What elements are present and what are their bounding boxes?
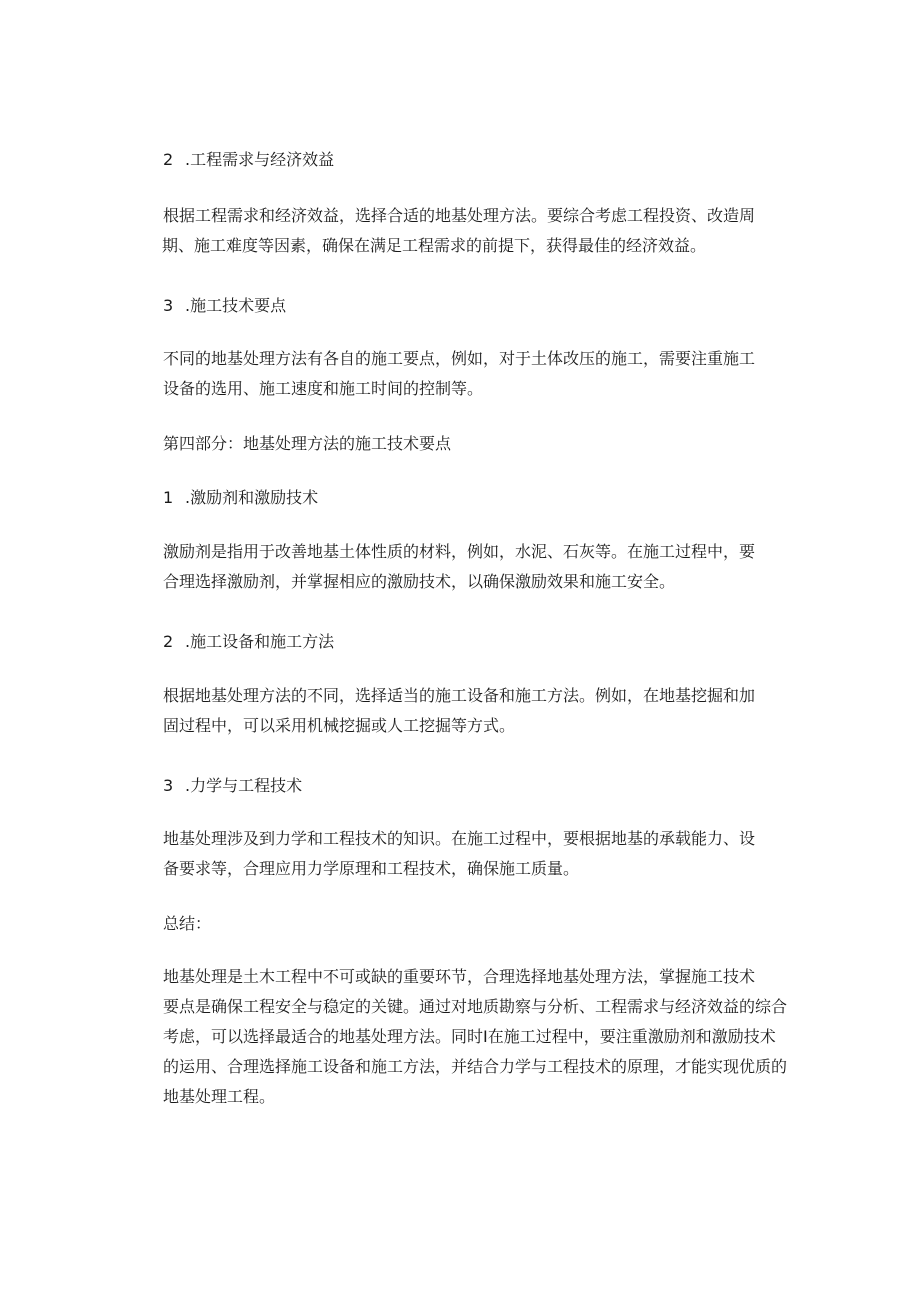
heading-text: .激励剂和激励技术 (185, 488, 319, 507)
heading-text: .施工设备和施工方法 (185, 632, 335, 651)
paragraph-line: 备要求等，合理应用力学原理和工程技术，确保施工质量。 (163, 859, 580, 878)
heading-number: 3 (163, 776, 174, 795)
paragraph-techniques (163, 344, 793, 404)
paragraph-line: 要点是确保工程安全与稳定的关键。通过对地质勘察与分析、工程需求与经济效益的综合 (163, 997, 788, 1016)
paragraph-line: 地基处理工程。 (163, 1087, 276, 1106)
paragraph-line: 根据地基处理方法的不同，选择适当的施工设备和施工方法。例如，在地基挖掘和加 (163, 686, 756, 705)
paragraph-summary (163, 962, 793, 1112)
paragraph-line: 合理选择激励剂，并掌握相应的激励技术，以确保激励效果和施工安全。 (163, 572, 676, 591)
paragraph-economic (163, 201, 793, 261)
section-heading-3-mechanics (163, 775, 302, 797)
heading-number: 1 (163, 488, 174, 507)
section-heading-1-activator (163, 487, 318, 509)
part-heading (163, 433, 451, 455)
paragraph-line: 期、施工难度等因素，确保在满足工程需求的前提下，获得最佳的经济效益。 (162, 236, 707, 255)
part-heading-text: 第四部分：地基处理方法的施工技术要点 (163, 434, 452, 453)
section-heading-2-economic (163, 149, 334, 171)
heading-text: .施工技术要点 (185, 296, 287, 315)
heading-number: 2 (163, 150, 174, 169)
paragraph-line: 地基处理涉及到力学和工程技术的知识。在施工过程中，要根据地基的承载能力、设 (163, 829, 756, 848)
paragraph-activator (163, 537, 793, 597)
paragraph-line: 设备的选用、施工速度和施工时间的控制等。 (163, 379, 484, 398)
section-heading-3-techniques (163, 295, 286, 317)
summary-heading (163, 913, 211, 935)
paragraph-line: 固过程中，可以采用机械挖掘或人工挖掘等方式。 (163, 716, 516, 735)
paragraph-line: 激励剂是指用于改善地基土体性质的材料，例如，水泥、石灰等。在施工过程中，要 (163, 542, 756, 561)
heading-number: 2 (163, 632, 174, 651)
section-heading-2-equipment (163, 631, 334, 653)
heading-text: .工程需求与经济效益 (185, 150, 335, 169)
paragraph-equipment (163, 681, 793, 741)
paragraph-line: 不同的地基处理方法有各自的施工要点，例如，对于土体改压的施工，需要注重施工 (163, 349, 756, 368)
summary-heading-text: 总结： (163, 914, 212, 933)
paragraph-line: 考虑，可以选择最适合的地基处理方法。同时I在施工过程中，要注重激励剂和激励技术 (163, 1027, 776, 1046)
heading-text: .力学与工程技术 (185, 776, 303, 795)
heading-number: 3 (163, 296, 174, 315)
paragraph-line: 地基处理是土木工程中不可或缺的重要环节，合理选择地基处理方法，掌握施工技术 (163, 967, 756, 986)
paragraph-mechanics (163, 824, 793, 884)
paragraph-line: 的运用、合理选择施工设备和施工方法，并结合力学与工程技术的原理，才能实现优质的 (163, 1057, 788, 1076)
paragraph-line: 根据工程需求和经济效益，选择合适的地基处理方法。要综合考虑工程投资、改造周 (163, 206, 756, 225)
